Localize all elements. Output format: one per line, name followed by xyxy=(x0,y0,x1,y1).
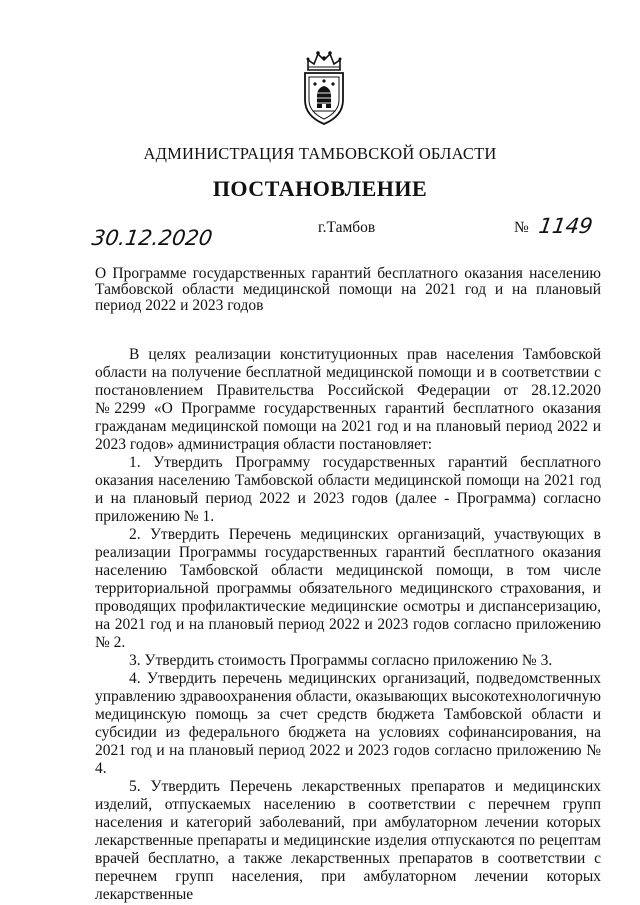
clause-paragraph: 5. Утвердить Перечень лекарственных препаратов и медицинских изделий, отпускаемых населению в соответствии с перечнем групп населения и категорий заболеваний, при амбулаторном лечении которых лекарственные препараты и медицинские изделия отпускаются по рецептам врачей бесплатно, а также лекарственных препаратов в соответствии с перечнем групп населения, при амбулаторном лечении которых лекарственные xyxy=(95,778,601,903)
handwritten-document-number: 1149 xyxy=(537,214,595,238)
clause-paragraph: 1. Утвердить Программу государственных гарантий бесплатного оказания населению Тамбовской области медицинской помощи на 2021 год и на плановый период 2022 и 2023 годов (далее - Программа) согласно приложению № 1. xyxy=(95,454,601,525)
document-subject: О Программе государственных гарантий бесплатного оказания населению Тамбовской области медицинской помощи на 2021 год и на плановый период 2022 и 2023 годов xyxy=(95,265,601,314)
clause-paragraph: 2. Утвердить Перечень медицинских организаций, участвующих в реализации Программы государственных гарантий бесплатного оказания населению Тамбовской области медицинской помощи, в том числе территориальной программы обязательного медицинского страхования, и проводящих профилактические медицинские осмотры и диспансеризацию, на 2021 год и на плановый период 2022 и 2023 годов согласно приложению № 2. xyxy=(95,526,601,651)
organization-name: АДМИНИСТРАЦИЯ ТАМБОВСКОЙ ОБЛАСТИ xyxy=(143,144,497,163)
clause-paragraph: 3. Утвердить стоимость Программы согласно приложению № 3. xyxy=(129,652,553,669)
clause-paragraph: 4. Утвердить перечень медицинских организаций, подведомственных управлению здравоохранения области, оказывающих высокотехнологичную медицинскую помощь за счет средств бюджета Тамбовской области и субсидии из федерального бюджета на условиях софинансирования, на 2021 год и на плановый период 2022 и 2023 годов согласно приложению № 4. xyxy=(95,670,601,777)
city-label: г.Тамбов xyxy=(318,219,376,236)
preamble-paragraph: В целях реализации конституционных прав населения Тамбовской области на получение бесплатной медицинской помощи и в соответствии с постановлением Правительства Российской Федерации от 28.12.2020 №2299 «О Программе государственных гарантий бесплатного оказания гражданам медицинской помощи на 2021 год и на плановый период 2022 и 2023 годов» администрация области постановляет: xyxy=(95,346,601,453)
number-label: № xyxy=(514,219,529,236)
coat-of-arms-icon xyxy=(300,48,348,128)
handwritten-date: 30.12.2020 xyxy=(90,226,214,250)
document-body xyxy=(95,346,601,904)
document-type-title: ПОСТАНОВЛЕНИЕ xyxy=(212,176,428,201)
